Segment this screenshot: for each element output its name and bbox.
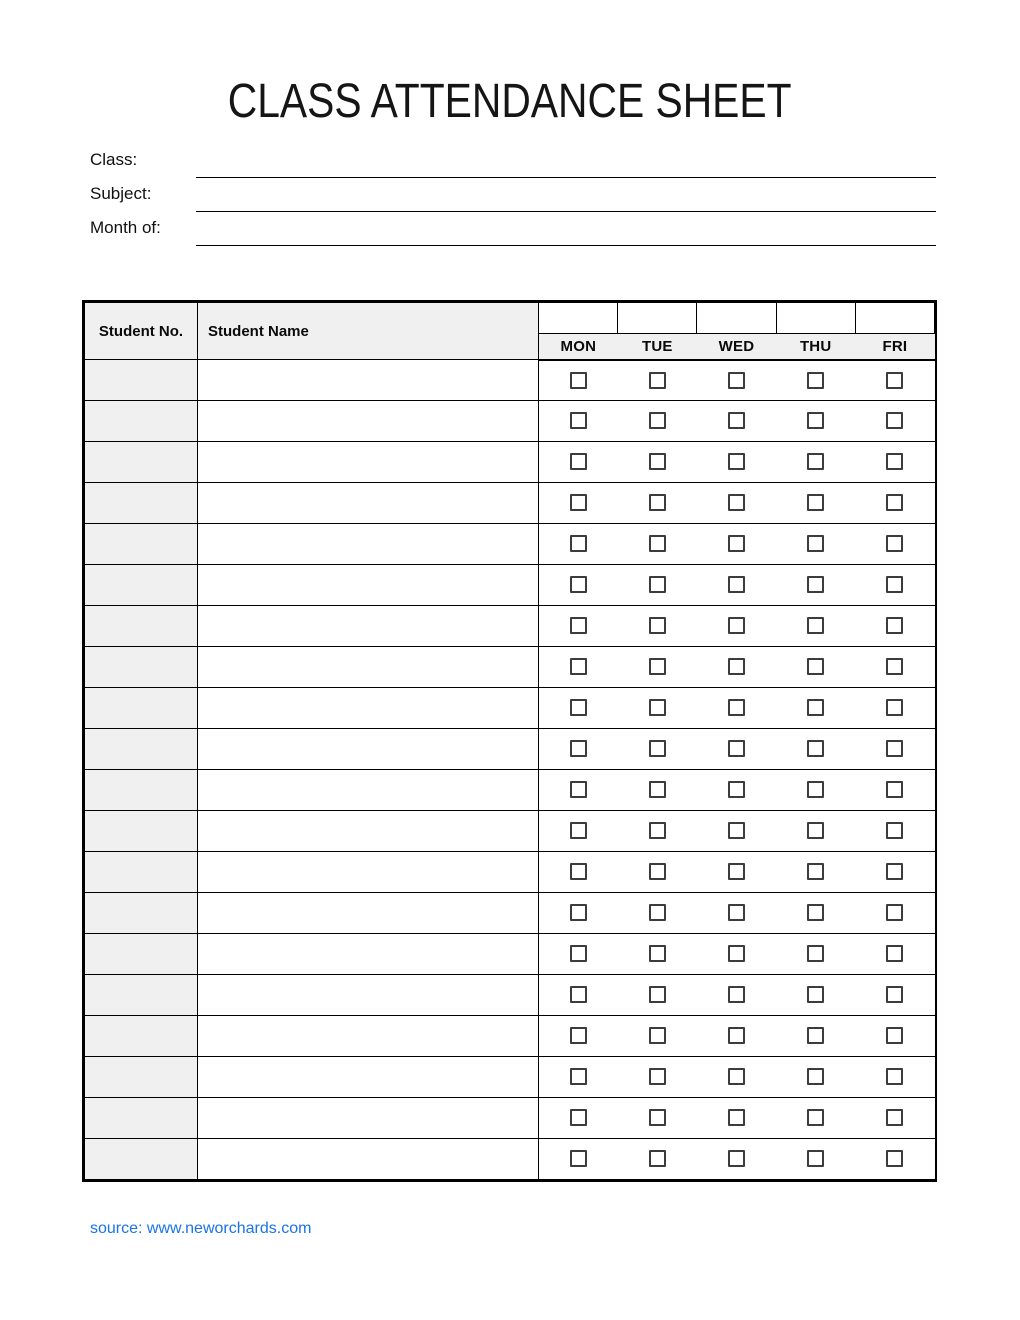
attendance-day-cell (618, 401, 697, 442)
attendance-day-cell (539, 934, 618, 975)
attendance-checkbox[interactable] (649, 658, 666, 675)
attendance-day-cell (697, 606, 776, 647)
table-row (85, 1016, 935, 1057)
attendance-checkbox[interactable] (728, 699, 745, 716)
student-name-cell (198, 1098, 539, 1139)
table-row (85, 729, 935, 770)
attendance-day-cell (539, 647, 618, 688)
attendance-day-cell (697, 770, 776, 811)
attendance-checkbox[interactable] (570, 494, 587, 511)
attendance-day-cell (697, 688, 776, 729)
table-row (85, 524, 935, 565)
class-label: Class: (90, 150, 138, 169)
student-name-cell (198, 483, 539, 524)
attendance-checkbox[interactable] (886, 1150, 903, 1167)
attendance-checkbox[interactable] (886, 699, 903, 716)
attendance-day-cell (776, 360, 855, 401)
student-no-cell (85, 1098, 198, 1139)
attendance-day-cell (539, 442, 618, 483)
column-header-mon: MON (539, 334, 618, 360)
table-row (85, 811, 935, 852)
student-name-cell (198, 401, 539, 442)
attendance-checkbox[interactable] (886, 658, 903, 675)
page-title-text: CLASS ATTENDANCE SHEET (228, 75, 792, 128)
month-field-row (90, 212, 936, 246)
attendance-day-cell (539, 893, 618, 934)
attendance-day-cell (697, 442, 776, 483)
attendance-day-cell (539, 770, 618, 811)
attendance-checkbox[interactable] (728, 658, 745, 675)
student-no-cell (85, 442, 198, 483)
attendance-day-cell (855, 688, 934, 729)
attendance-checkbox[interactable] (807, 535, 824, 552)
student-name-cell (198, 606, 539, 647)
attendance-day-cell (855, 729, 934, 770)
attendance-day-cell (855, 1139, 934, 1180)
attendance-day-cell (539, 852, 618, 893)
attendance-day-cell (855, 893, 934, 934)
attendance-day-cell (539, 565, 618, 606)
attendance-checkbox[interactable] (886, 945, 903, 962)
attendance-checkbox[interactable] (886, 740, 903, 757)
attendance-day-cell (618, 647, 697, 688)
attendance-day-cell (618, 1016, 697, 1057)
attendance-day-cell (618, 770, 697, 811)
attendance-checkbox[interactable] (886, 576, 903, 593)
student-no-cell (85, 893, 198, 934)
attendance-checkbox[interactable] (807, 740, 824, 757)
attendance-day-cell (697, 565, 776, 606)
table-row (85, 1057, 935, 1098)
attendance-day-cell (618, 975, 697, 1016)
attendance-checkbox[interactable] (649, 1068, 666, 1085)
attendance-day-cell (776, 1016, 855, 1057)
attendance-checkbox[interactable] (728, 904, 745, 921)
attendance-day-cell (855, 1016, 934, 1057)
column-header-wed: WED (697, 334, 776, 360)
student-name-cell (198, 1016, 539, 1057)
attendance-day-cell (776, 483, 855, 524)
student-name-cell (198, 565, 539, 606)
attendance-day-cell (776, 647, 855, 688)
student-name-cell (198, 770, 539, 811)
student-no-cell (85, 811, 198, 852)
attendance-checkbox[interactable] (807, 1068, 824, 1085)
attendance-day-cell (697, 1057, 776, 1098)
table-row (85, 770, 935, 811)
attendance-day-cell (855, 770, 934, 811)
attendance-checkbox[interactable] (570, 699, 587, 716)
attendance-checkbox[interactable] (728, 617, 745, 634)
table-row (85, 893, 935, 934)
attendance-checkbox[interactable] (570, 986, 587, 1003)
attendance-day-cell (539, 1139, 618, 1180)
table-row (85, 688, 935, 729)
attendance-day-cell (776, 934, 855, 975)
month-fill-line (196, 245, 936, 246)
attendance-checkbox[interactable] (728, 945, 745, 962)
attendance-day-cell (539, 688, 618, 729)
attendance-checkbox[interactable] (807, 822, 824, 839)
column-header-student-name: Student Name (198, 303, 539, 360)
subject-field-row (90, 178, 936, 212)
attendance-checkbox[interactable] (807, 1027, 824, 1044)
attendance-checkbox[interactable] (649, 986, 666, 1003)
attendance-day-cell (618, 729, 697, 770)
attendance-checkbox[interactable] (886, 1068, 903, 1085)
attendance-day-cell (618, 360, 697, 401)
attendance-day-cell (855, 360, 934, 401)
page-title (0, 74, 1020, 129)
student-name-cell (198, 647, 539, 688)
attendance-checkbox[interactable] (570, 863, 587, 880)
student-name-cell (198, 360, 539, 401)
table-row (85, 934, 935, 975)
attendance-checkbox[interactable] (807, 986, 824, 1003)
attendance-day-cell (776, 606, 855, 647)
student-name-cell (198, 442, 539, 483)
student-name-cell (198, 893, 539, 934)
attendance-day-cell (697, 483, 776, 524)
attendance-table (82, 300, 937, 1182)
attendance-checkbox[interactable] (649, 781, 666, 798)
table-row (85, 442, 935, 483)
attendance-day-cell (776, 401, 855, 442)
attendance-day-cell (618, 1057, 697, 1098)
attendance-checkbox[interactable] (570, 372, 587, 389)
attendance-checkbox[interactable] (886, 412, 903, 429)
student-no-cell (85, 852, 198, 893)
attendance-checkbox[interactable] (807, 945, 824, 962)
attendance-checkbox[interactable] (886, 494, 903, 511)
attendance-day-cell (697, 975, 776, 1016)
attendance-checkbox[interactable] (886, 1109, 903, 1126)
attendance-checkbox[interactable] (807, 658, 824, 675)
attendance-day-cell (539, 1057, 618, 1098)
attendance-day-cell (618, 606, 697, 647)
student-no-cell (85, 1057, 198, 1098)
student-name-cell (198, 811, 539, 852)
student-name-cell (198, 934, 539, 975)
attendance-day-cell (855, 565, 934, 606)
attendance-checkbox[interactable] (886, 1027, 903, 1044)
attendance-checkbox[interactable] (649, 904, 666, 921)
attendance-day-cell (855, 606, 934, 647)
attendance-day-cell (776, 975, 855, 1016)
attendance-checkbox[interactable] (728, 740, 745, 757)
attendance-day-cell (539, 360, 618, 401)
table-row (85, 606, 935, 647)
attendance-checkbox[interactable] (649, 699, 666, 716)
attendance-checkbox[interactable] (649, 372, 666, 389)
table-row (85, 647, 935, 688)
attendance-day-cell (776, 770, 855, 811)
student-no-cell (85, 934, 198, 975)
attendance-checkbox[interactable] (649, 822, 666, 839)
attendance-day-cell (618, 688, 697, 729)
attendance-checkbox[interactable] (728, 863, 745, 880)
attendance-checkbox[interactable] (807, 781, 824, 798)
attendance-day-cell (697, 852, 776, 893)
student-no-cell (85, 483, 198, 524)
attendance-day-cell (539, 1098, 618, 1139)
attendance-checkbox[interactable] (649, 863, 666, 880)
student-no-cell (85, 1139, 198, 1180)
date-cell (618, 303, 697, 334)
attendance-checkbox[interactable] (570, 453, 587, 470)
attendance-checkbox[interactable] (807, 453, 824, 470)
attendance-checkbox[interactable] (570, 1027, 587, 1044)
attendance-day-cell (776, 729, 855, 770)
student-name-cell (198, 688, 539, 729)
attendance-day-cell (539, 975, 618, 1016)
attendance-checkbox[interactable] (570, 535, 587, 552)
table-header-date-row (85, 303, 935, 334)
attendance-day-cell (776, 1098, 855, 1139)
attendance-checkbox[interactable] (728, 494, 745, 511)
attendance-day-cell (855, 852, 934, 893)
attendance-day-cell (855, 442, 934, 483)
attendance-checkbox[interactable] (649, 617, 666, 634)
attendance-day-cell (855, 811, 934, 852)
attendance-day-cell (697, 934, 776, 975)
attendance-checkbox[interactable] (570, 1068, 587, 1085)
attendance-checkbox[interactable] (807, 1109, 824, 1126)
attendance-checkbox[interactable] (649, 494, 666, 511)
attendance-day-cell (855, 401, 934, 442)
attendance-day-cell (697, 1016, 776, 1057)
attendance-day-cell (776, 688, 855, 729)
attendance-checkbox[interactable] (728, 1027, 745, 1044)
attendance-checkbox[interactable] (807, 699, 824, 716)
attendance-checkbox[interactable] (728, 986, 745, 1003)
source-link[interactable]: source: www.neworchards.com (90, 1220, 312, 1237)
attendance-checkbox[interactable] (649, 453, 666, 470)
attendance-day-cell (776, 1139, 855, 1180)
attendance-checkbox[interactable] (807, 863, 824, 880)
attendance-checkbox[interactable] (886, 863, 903, 880)
attendance-day-cell (855, 975, 934, 1016)
date-cell (776, 303, 855, 334)
attendance-checkbox[interactable] (649, 1027, 666, 1044)
attendance-checkbox[interactable] (728, 576, 745, 593)
attendance-checkbox[interactable] (807, 372, 824, 389)
attendance-day-cell (776, 893, 855, 934)
attendance-checkbox[interactable] (807, 494, 824, 511)
attendance-day-cell (697, 401, 776, 442)
column-header-thu: THU (776, 334, 855, 360)
attendance-checkbox[interactable] (807, 617, 824, 634)
date-cell (697, 303, 776, 334)
table-row (85, 852, 935, 893)
attendance-checkbox[interactable] (728, 1150, 745, 1167)
student-no-cell (85, 647, 198, 688)
attendance-checkbox[interactable] (570, 945, 587, 962)
attendance-checkbox[interactable] (728, 1109, 745, 1126)
attendance-checkbox[interactable] (570, 1109, 587, 1126)
attendance-checkbox[interactable] (807, 904, 824, 921)
attendance-checkbox[interactable] (570, 822, 587, 839)
attendance-checkbox[interactable] (728, 412, 745, 429)
attendance-day-cell (855, 647, 934, 688)
attendance-day-cell (776, 442, 855, 483)
attendance-checkbox[interactable] (886, 822, 903, 839)
attendance-checkbox[interactable] (649, 740, 666, 757)
student-name-cell (198, 524, 539, 565)
student-no-cell (85, 1016, 198, 1057)
attendance-day-cell (776, 811, 855, 852)
column-header-tue: TUE (618, 334, 697, 360)
attendance-day-cell (697, 729, 776, 770)
student-name-cell (198, 852, 539, 893)
header-fields (90, 144, 936, 246)
column-header-student-no: Student No. (85, 303, 198, 360)
attendance-checkbox[interactable] (807, 1150, 824, 1167)
student-name-cell (198, 975, 539, 1016)
attendance-day-cell (539, 483, 618, 524)
attendance-checkbox[interactable] (886, 372, 903, 389)
attendance-checkbox[interactable] (728, 1068, 745, 1085)
attendance-checkbox[interactable] (570, 1150, 587, 1167)
table-row (85, 483, 935, 524)
student-no-cell (85, 524, 198, 565)
attendance-checkbox[interactable] (807, 412, 824, 429)
student-no-cell (85, 770, 198, 811)
attendance-day-cell (855, 483, 934, 524)
attendance-day-cell (855, 524, 934, 565)
student-no-cell (85, 565, 198, 606)
class-field-row (90, 144, 936, 178)
attendance-day-cell (697, 1139, 776, 1180)
table-row (85, 1098, 935, 1139)
attendance-day-cell (697, 360, 776, 401)
date-cell (539, 303, 618, 334)
attendance-day-cell (618, 1098, 697, 1139)
attendance-day-cell (776, 1057, 855, 1098)
subject-label: Subject: (90, 184, 152, 203)
attendance-checkbox[interactable] (886, 781, 903, 798)
attendance-day-cell (697, 893, 776, 934)
date-cell (855, 303, 934, 334)
attendance-day-cell (618, 811, 697, 852)
table-row (85, 360, 935, 401)
attendance-day-cell (618, 1139, 697, 1180)
attendance-day-cell (855, 1098, 934, 1139)
student-name-cell (198, 729, 539, 770)
attendance-checkbox[interactable] (570, 781, 587, 798)
attendance-checkbox[interactable] (886, 904, 903, 921)
attendance-day-cell (618, 893, 697, 934)
student-no-cell (85, 606, 198, 647)
column-header-fri: FRI (855, 334, 934, 360)
table-row (85, 401, 935, 442)
attendance-checkbox[interactable] (649, 1150, 666, 1167)
attendance-checkbox[interactable] (649, 1109, 666, 1126)
table-row (85, 565, 935, 606)
attendance-day-cell (855, 934, 934, 975)
attendance-day-cell (539, 524, 618, 565)
attendance-checkbox[interactable] (728, 822, 745, 839)
attendance-day-cell (697, 1098, 776, 1139)
attendance-day-cell (539, 606, 618, 647)
attendance-checkbox[interactable] (886, 535, 903, 552)
student-no-cell (85, 360, 198, 401)
attendance-checkbox[interactable] (570, 412, 587, 429)
attendance-checkbox[interactable] (728, 372, 745, 389)
student-no-cell (85, 729, 198, 770)
attendance-day-cell (539, 1016, 618, 1057)
attendance-checkbox[interactable] (570, 740, 587, 757)
attendance-day-cell (855, 1057, 934, 1098)
attendance-day-cell (539, 729, 618, 770)
attendance-day-cell (539, 811, 618, 852)
attendance-day-cell (697, 647, 776, 688)
attendance-checkbox[interactable] (570, 658, 587, 675)
attendance-checkbox[interactable] (649, 576, 666, 593)
student-no-cell (85, 688, 198, 729)
attendance-checkbox[interactable] (570, 576, 587, 593)
table-row (85, 975, 935, 1016)
attendance-checkbox[interactable] (570, 617, 587, 634)
attendance-day-cell (776, 565, 855, 606)
month-of-label: Month of: (90, 218, 161, 237)
attendance-checkbox[interactable] (649, 535, 666, 552)
attendance-checkbox[interactable] (807, 576, 824, 593)
student-name-cell (198, 1057, 539, 1098)
attendance-day-cell (618, 524, 697, 565)
attendance-day-cell (776, 852, 855, 893)
attendance-checkbox[interactable] (886, 617, 903, 634)
student-no-cell (85, 401, 198, 442)
attendance-checkbox[interactable] (728, 535, 745, 552)
attendance-checkbox[interactable] (570, 904, 587, 921)
attendance-checkbox[interactable] (728, 453, 745, 470)
student-name-cell (198, 1139, 539, 1180)
attendance-day-cell (618, 442, 697, 483)
attendance-day-cell (539, 401, 618, 442)
attendance-day-cell (618, 934, 697, 975)
attendance-day-cell (618, 483, 697, 524)
attendance-checkbox[interactable] (886, 453, 903, 470)
table-row (85, 1139, 935, 1180)
attendance-day-cell (697, 811, 776, 852)
attendance-day-cell (618, 852, 697, 893)
attendance-checkbox[interactable] (649, 412, 666, 429)
attendance-checkbox[interactable] (886, 986, 903, 1003)
attendance-day-cell (618, 565, 697, 606)
student-no-cell (85, 975, 198, 1016)
attendance-checkbox[interactable] (649, 945, 666, 962)
attendance-day-cell (697, 524, 776, 565)
attendance-day-cell (776, 524, 855, 565)
attendance-checkbox[interactable] (728, 781, 745, 798)
